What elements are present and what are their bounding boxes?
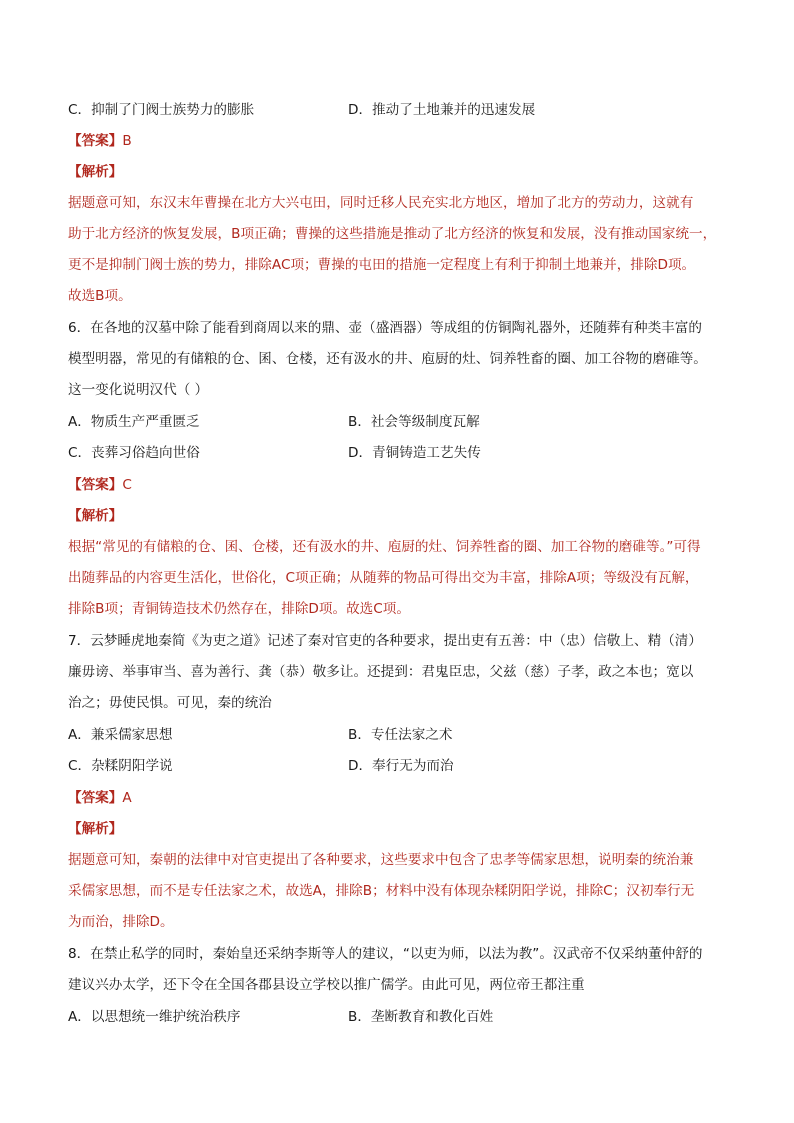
q8-stem-line: 8．在禁止私学的同时，秦始皇还采纳李斯等人的建议，“以吏为师，以法为教”。汉武帝不仅采纳董仲舒的 [68, 946, 703, 962]
answer-label: 【答案】 [68, 133, 123, 149]
q5-option-d: D．推动了土地兼并的迅速发展 [348, 102, 536, 118]
q8-option-a: A．以思想统一维护统治秩序 [68, 1009, 241, 1025]
q6-stem-line: 6．在各地的汉墓中除了能看到商周以来的鼎、壶（盛酒器）等成组的仿铜陶礼器外，还随葬有种类丰富的 [68, 320, 702, 336]
q5-answer [68, 131, 132, 151]
q5-analysis-line: 故选B项。 [68, 288, 132, 304]
q8-stem-line: 建议兴办太学，还下令在全国各郡县设立学校以推广儒学。由此可见，两位帝王都注重 [68, 977, 585, 993]
q6-analysis-line: 出随葬品的内容更生活化，世俗化，C项正确；从随葬的物品可得出交为丰富，排除A项；等级没有瓦解， [68, 570, 699, 586]
q6-analysis-label: 【解析】 [68, 508, 123, 524]
q7-option-d: D．奉行无为而治 [348, 758, 454, 774]
q7-analysis-line: 据题意可知，秦朝的法律中对官吏提出了各种要求，这些要求中包含了忠孝等儒家思想，说明秦的统治兼 [68, 852, 694, 868]
q7-analysis-line: 采儒家思想，而不是专任法家之术，故选A，排除B；材料中没有体现杂糅阴阳学说，排除C；汉初奉行无 [68, 883, 695, 899]
answer-value: B [122, 133, 132, 149]
q7-option-a: A．兼采儒家思想 [68, 727, 173, 743]
q6-option-a: A．物质生产严重匮乏 [68, 414, 200, 430]
answer-value: C [122, 477, 132, 493]
q7-stem-line: 廉毋谤、举事审当、喜为善行、龚（恭）敬多让。还提到：君鬼臣忠，父兹（慈）子孝，政之本也；宽以 [68, 664, 694, 680]
q7-analysis-line: 为而治，排除D。 [68, 914, 174, 930]
q5-analysis-line: 助于北方经济的恢复发展，B项正确；曹操的这些措施是推动了北方经济的恢复和发展，没有推动国家统一， [68, 226, 717, 242]
q6-option-b: B．社会等级制度瓦解 [348, 414, 480, 430]
q5-analysis-line: 更不是抑制门阀士族的势力，排除AC项；曹操的屯田的措施一定程度上有利于抑制土地兼并，排除D项。 [68, 257, 696, 273]
q6-stem-line: 模型明器，常见的有储粮的仓、囷、仓楼，还有汲水的井、庖厨的灶、饲养牲畜的圈、加工谷物的磨碓等。 [68, 351, 707, 367]
q7-answer [68, 788, 132, 808]
q5-analysis-line: 据题意可知，东汉末年曹操在北方大兴屯田，同时迁移人民充实北方地区，增加了北方的劳动力，这就有 [68, 195, 694, 211]
answer-value: A [122, 790, 132, 806]
q6-option-d: D．青铜铸造工艺失传 [348, 445, 481, 461]
q8-option-b: B．垄断教育和教化百姓 [348, 1009, 494, 1025]
q5-option-c: C．抑制了门阀士族势力的膨胀 [68, 102, 255, 118]
q6-answer [68, 475, 132, 495]
q7-option-c: C．杂糅阴阳学说 [68, 758, 173, 774]
answer-label: 【答案】 [68, 790, 123, 806]
q7-stem-line: 7．云梦睡虎地秦简《为吏之道》记述了秦对官吏的各种要求，提出吏有五善：中（忠）信敬上、精（清） [68, 633, 702, 649]
q7-stem-line: 治之；毋使民惧。可见，秦的统治 [68, 695, 272, 711]
q6-option-c: C．丧葬习俗趋向世俗 [68, 445, 200, 461]
q6-stem-line: 这一变化说明汉代（ ） [68, 382, 209, 398]
q7-option-b: B．专任法家之术 [348, 727, 453, 743]
q7-analysis-label: 【解析】 [68, 821, 123, 837]
q6-analysis-line: 根据“常见的有储粮的仓、囷、仓楼，还有汲水的井、庖厨的灶、饲养牲畜的圈、加工谷物的磨碓等。”可得 [68, 539, 701, 555]
q5-analysis-label: 【解析】 [68, 164, 123, 180]
q6-analysis-line: 排除B项；青铜铸造技术仍然存在，排除D项。故选C项。 [68, 601, 410, 617]
answer-label: 【答案】 [68, 477, 123, 493]
